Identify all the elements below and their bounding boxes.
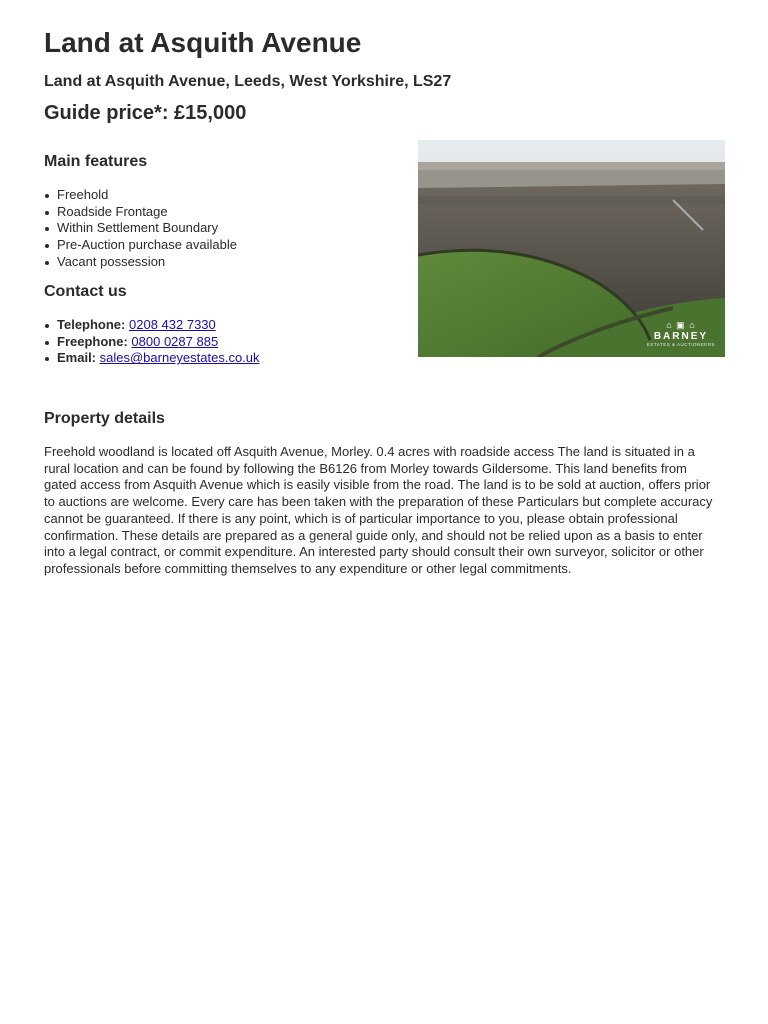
- property-details-heading: Property details: [44, 410, 165, 427]
- feature-item: Freehold: [44, 187, 237, 204]
- contact-list: [44, 317, 260, 367]
- telephone-label: Telephone:: [57, 317, 126, 332]
- main-features-list: [44, 187, 237, 271]
- contact-email: [44, 350, 260, 367]
- logo-name: BARNEY: [653, 331, 709, 342]
- main-features-heading: Main features: [44, 153, 148, 170]
- freephone-link[interactable]: 0800 0287 885: [131, 333, 219, 349]
- property-address: Land at Asquith Avenue, Leeds, West Yorkshire, LS27: [44, 73, 452, 90]
- freephone-label: Freephone:: [57, 333, 128, 349]
- feature-item: Vacant possession: [44, 254, 237, 271]
- contact-telephone: [44, 317, 260, 334]
- property-photo: [418, 140, 725, 357]
- feature-item: Pre-Auction purchase available: [44, 237, 237, 254]
- property-details-text: Freehold woodland is located off Asquith Avenue, Morley. 0.4 acres with roadside access The land is situated in a rural location and can be found by following the B6126 from Morley towards Gildersome. This land benefits from gated access from Asquith Avenue which is easily visible from the road. The land is to be sold at auction, offers prior to auctions are welcome. Every care has been taken with the preparation of these Particulars but complete accuracy cannot be guaranteed. If there is any point, which is of particular importance to you, please obtain professional confirmation. These details are prepared as a general guide only, and should not be relied upon as a basis to enter into a legal contract, or commit expenditure. An interested party should consult their own surveyor, solicitor or other professionals before committing themselves to any expenditure or other legal commitments.: [44, 444, 713, 576]
- page-title: Land at Asquith Avenue: [44, 27, 362, 58]
- email-label: Email:: [57, 350, 97, 366]
- feature-item: Roadside Frontage: [44, 204, 237, 221]
- house-logo-icon: ⌂ ▣ ⌂: [666, 320, 696, 330]
- guide-price: Guide price*: £15,000: [44, 102, 247, 124]
- barney-logo: [647, 320, 715, 347]
- contact-freephone: [44, 334, 260, 351]
- feature-item: Within Settlement Boundary: [44, 220, 237, 237]
- contact-heading: Contact us: [44, 283, 127, 300]
- email-link[interactable]: sales@barneyestates.co.uk: [99, 350, 260, 366]
- telephone-link[interactable]: 0208 432 7330: [129, 317, 216, 332]
- logo-subtitle: ESTATES & AUCTIONEERS: [646, 342, 715, 347]
